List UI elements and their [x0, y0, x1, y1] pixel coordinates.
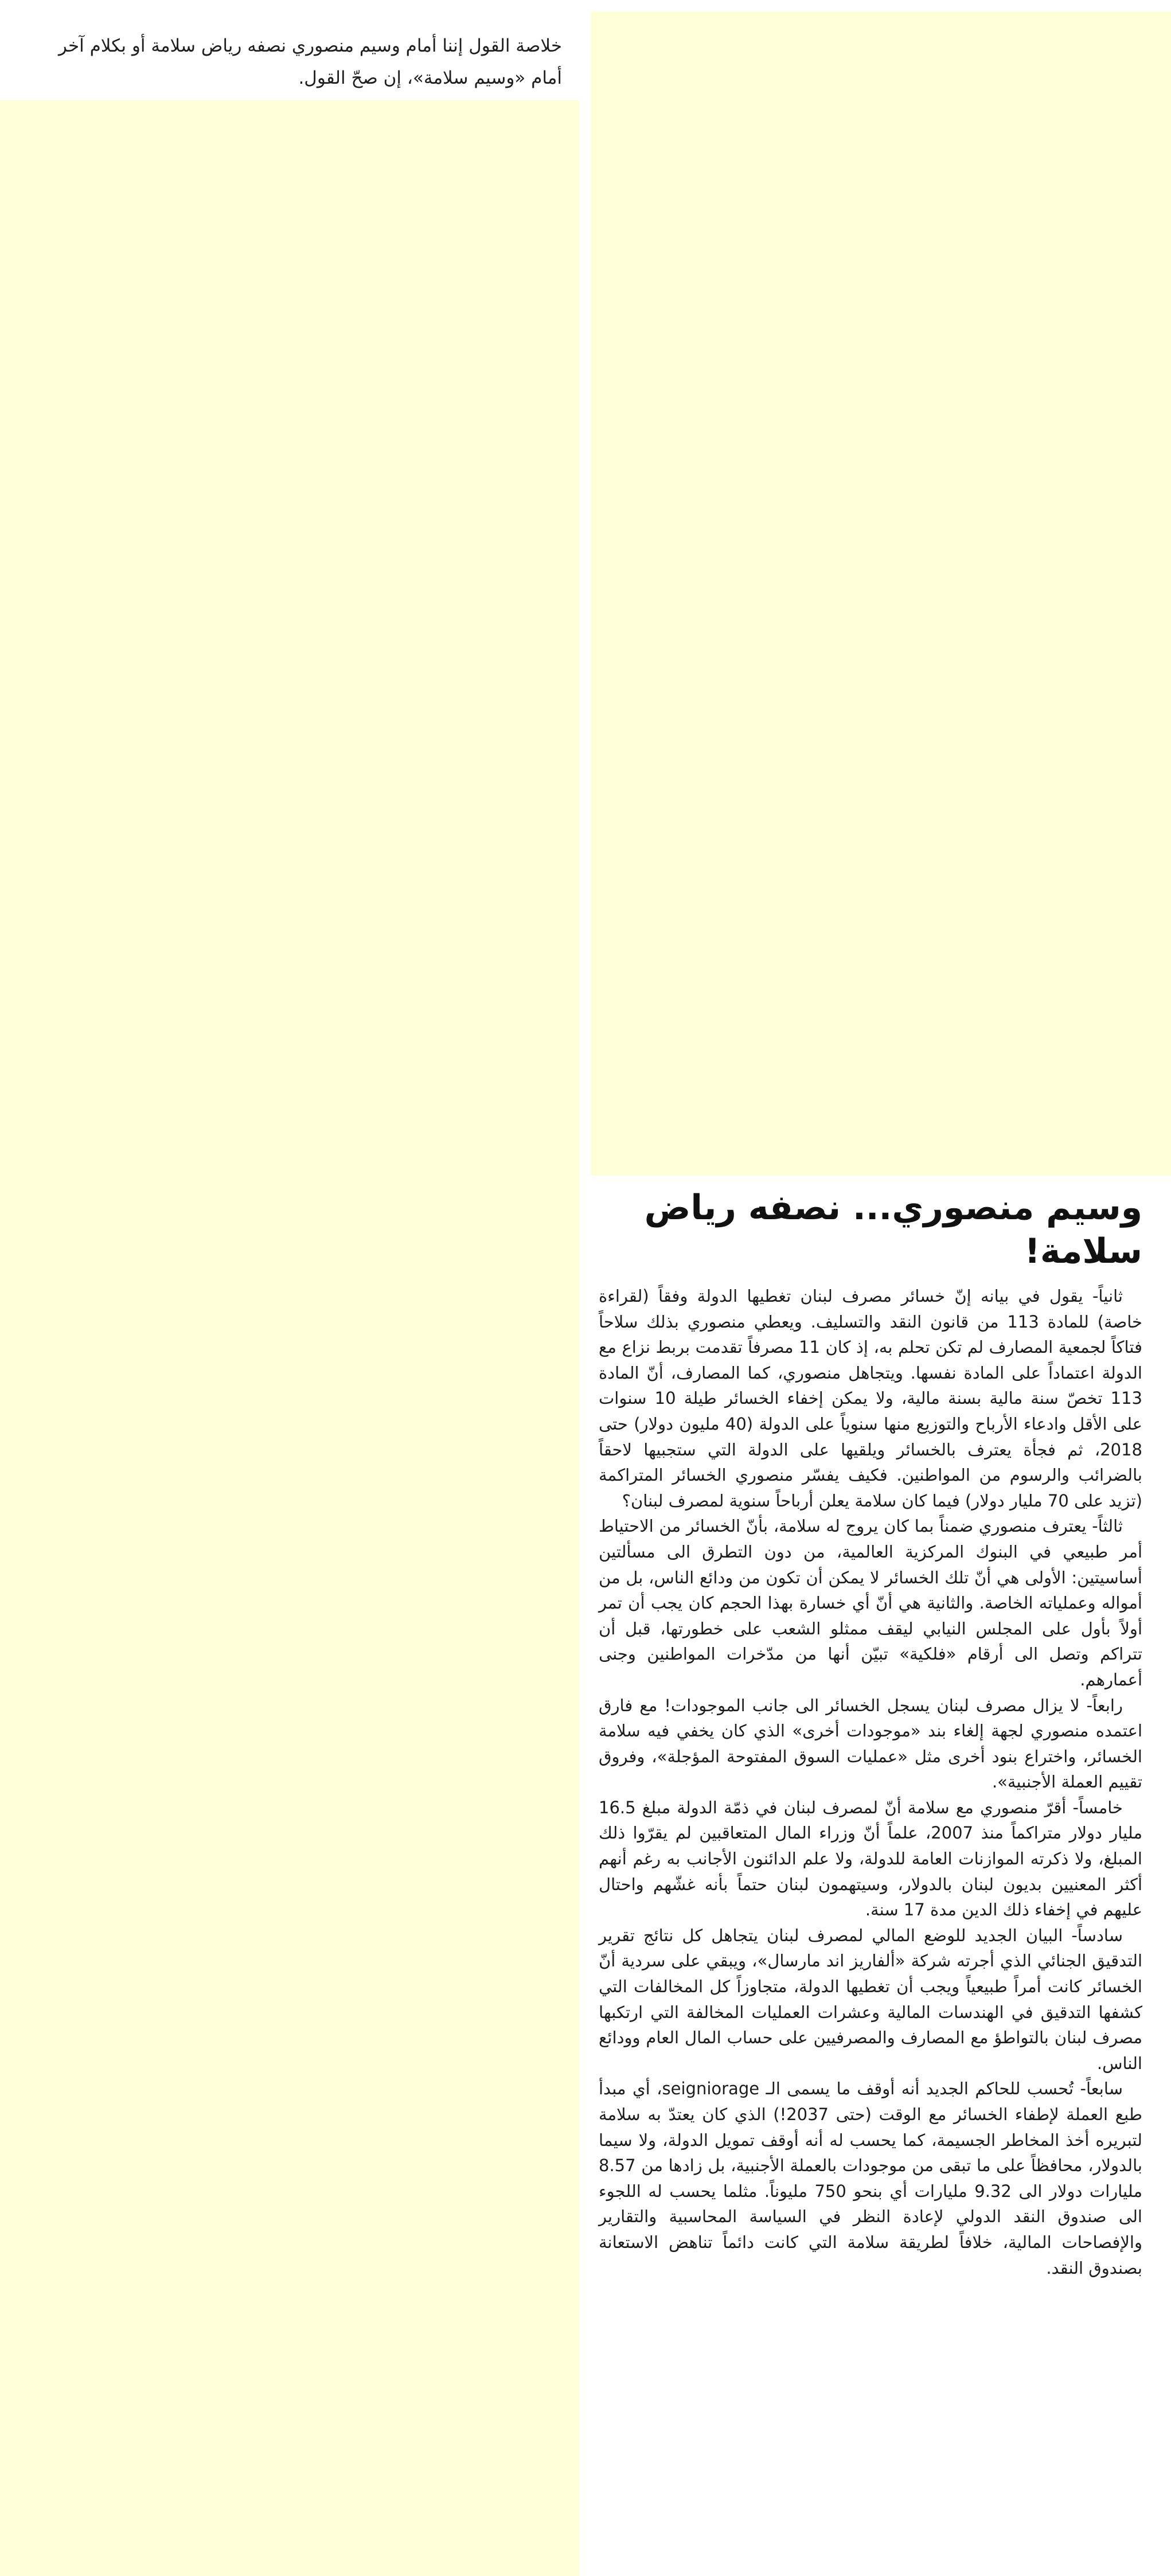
article-paragraph-5: خامساً- أقرّ منصوري مع سلامة أنّ لمصرف لبنان في ذمّة الدولة مبلغ 16.5 مليار دولار متراكماً منذ 2007، علماً أنّ وزراء المال المتعاقبين لم يقرّوا ذلك المبلغ، ولا ذكرته الموازنات العامة للدولة، ولا علم الدائنون الأجانب به رغم أنهم أكثر المعنيين بديون لبنان بالدولار، وسيتهمون لبنان حتماً بأنه غشّهم واحتال عليهم في إخفاء ذلك الدين مدة 17 سنة. — [599, 1797, 1143, 1920]
article-headline: وسيم منصوري... نصفه رياض سلامة! — [644, 1188, 1142, 1271]
article-paragraph-2: ثانياً- يقول في بيانه إنّ خسائر مصرف لبنان تغطيها الدولة وفقاً (لقراءة خاصة) للمادة 113 من قانون النقد والتسليف. ويعطي منصوري بذلك سلاحاً فتاكاً لجمعية المصارف لم تكن تحلم به، إذ كان 11 مصرفاً تقدمت بربط نزاع مع الدولة اعتماداً على المادة نفسها. ويتجاهل منصوري، كما المصارف، أنّ المادة 113 تخصّ سنة مالية بسنة مالية، ولا يمكن إخفاء الخسائر طيلة 10 سنوات على الأقل وادعاء الأرباح والتوزيع منها سنوياً على الدولة (40 مليون دولار) حتى 2018، ثم فجأة يعترف بالخسائر ويلقيها على الدولة التي ستجبيها لاحقاً بالضرائب والرسوم من المواطنين. فكيف يفسّر منصوري الخسائر المتراكمة (تزيد على 70 مليار دولار) فيما كان سلامة يعلن أرباحاً سنوية لمصرف لبنان؟ — [599, 1286, 1143, 1511]
article-paragraph-3: ثالثاً- يعترف منصوري ضمناً بما كان يروج له سلامة، بأنّ الخسائر من الاحتياط أمر طبيعي في البنوك المركزية العالمية، من دون التطرق الى مسألتين أساسيتين: الأولى هي أنّ تلك الخسائر لا يمكن أن تكون من ودائع الناس، بل من أمواله وعملياته الخاصة. والثانية هي أنّ أي خسارة بهذا الحجم كان يجب أن تمر أولاً بأول على المجلس النيابي ليقف ممثلو الشعب على خطورتها، قبل أن تتراكم وتصل الى أرقام «فلكية» تبيّن أنها من مدّخرات المواطنين وجنى أعمارهم. — [599, 1516, 1142, 1689]
left-summary-text: خلاصة القول إننا أمام وسيم منصوري نصفه رياض سلامة أو بكلام آخر أمام «وسيم سلامة»، إن صحّ القول. — [58, 36, 562, 88]
article-paragraph-7: سابعاً- تُحسب للحاكم الجديد أنه أوقف ما يسمى الـ seigniorage، أي مبدأ طبع العملة لإطفاء الخسائر مع الوقت (حتى 2037!) الذي كان يعتدّ به سلامة لتبريره أخذ المخاطر الجسيمة، كما يحسب له أنه أوقف تمويل الدولة، ولا سيما بالدولار، محافظاً على ما تبقى من موجودات بالعملة الأجنبية، بل زادها من 8.57 مليارات دولار الى 9.32 مليارات أي بنحو 750 مليوناً. مثلما يحسب له اللجوء الى صندوق النقد الدولي لإعادة النظر في السياسة المحاسبية والتقارير والإفصاحات المالية، خلافاً لطريقة سلامة التي كانت دائماً تناهض الاستعانة بصندوق النقد. — [599, 2079, 1143, 2278]
right-column — [591, 0, 1171, 2576]
left-column — [0, 0, 579, 2576]
right-empty-ad-area — [591, 11, 1171, 1176]
article-paragraph-4: رابعاً- لا يزال مصرف لبنان يسجل الخسائر الى جانب الموجودات! مع فارق اعتمده منصوري لجهة إلغاء بند «موجودات أخرى» الذي كان يخفي فيه سلامة الخسائر، واختراع بنود أخرى مثل «عمليات السوق المفتوحة المؤجلة»، وفروق تقييم العملة الأجنبية». — [599, 1695, 1142, 1792]
article — [591, 1176, 1171, 2576]
left-summary-block — [0, 0, 579, 100]
left-empty-ad-area — [0, 100, 579, 2576]
article-paragraph-6: سادساً- البيان الجديد للوضع المالي لمصرف لبنان يتجاهل كل نتائج تقرير التدقيق الجنائي الذي أجرته شركة «ألفاريز اند مارسال»، ويبقي على سردية أنّ الخسائر كانت أمراً طبيعياً ويجب أن تغطيها الدولة، متجاوزاً كل المخالفات التي كشفها التدقيق في الهندسات المالية وعشرات العمليات المخالفة التي ارتكبها مصرف لبنان بالتواطؤ مع المصارف والمصرفيين على حساب المال العام وودائع الناس. — [599, 1925, 1142, 2073]
